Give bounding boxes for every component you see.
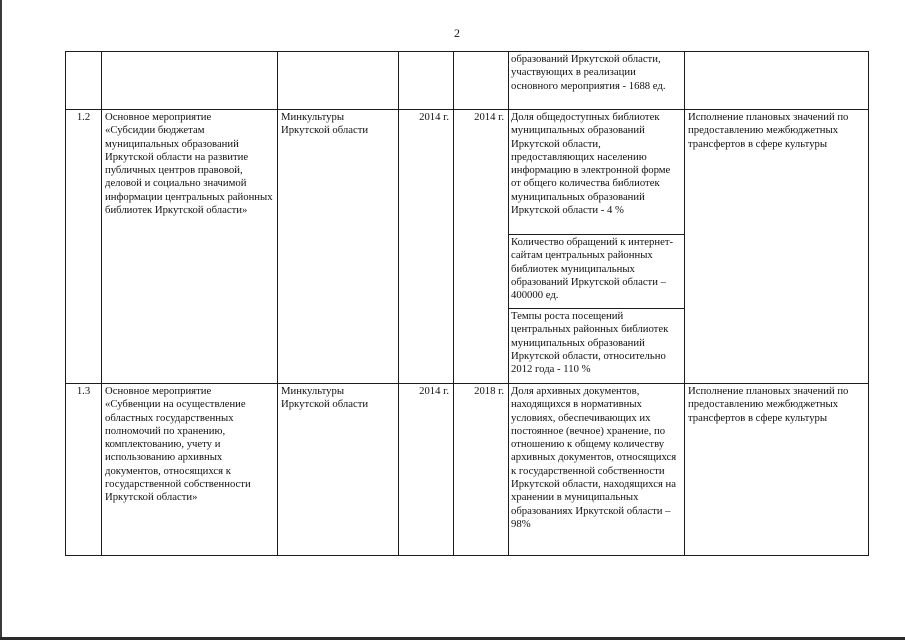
relation-text: Исполнение плановых значений по предоставлению межбюджетных трансфертов в сфере культуры <box>685 110 869 384</box>
indicator-text: Темпы роста посещений центральных районных библиотек муниципальных образований Иркутской области, относительно 2012 года - 110 % <box>509 309 685 384</box>
row-number: 1.2 <box>66 110 102 384</box>
relation-text: Исполнение плановых значений по предоставлению межбюджетных трансфертов в сфере культуры <box>685 384 869 556</box>
indicator-cell: образований Иркутской области, участвующих в реализации основного мероприятия - 1688 ед. <box>509 52 685 110</box>
row-number: 1.3 <box>66 384 102 556</box>
end-year: 2014 г. <box>454 110 509 384</box>
scan-edge-left <box>0 0 2 640</box>
activity-name: Основное мероприятие «Субвенции на осуществление областных государственных полномочий по хранению, комплектованию, учету и использованию архивных документов, относящихся к государственной собственности Иркутской области» <box>102 384 278 556</box>
activity-name: Основное мероприятие «Субсидии бюджетам муниципальных образований Иркутской области на развитие публичных центров правовой, деловой и социально значимой информации центральных районных библиотек Иркутской области» <box>102 110 278 384</box>
table-row <box>66 110 869 235</box>
end-year-cell <box>454 52 509 110</box>
executor-cell <box>278 52 399 110</box>
activity-cell <box>102 52 278 110</box>
table-row <box>66 384 869 556</box>
indicator-text: Доля архивных документов, находящихся в нормативных условиях, обеспечивающих их постоянное (вечное) хранение, по отношению к общему количеству архивных документов, относящихся к государственной собственности Иркутской области, находящихся на хранении в муниципальных образованиях Иркутской области –98% <box>509 384 685 556</box>
start-year-cell <box>399 52 454 110</box>
start-year: 2014 г. <box>399 110 454 384</box>
indicator-text: Доля общедоступных библиотек муниципальных образований Иркутской области, предоставляющих населению информацию в электронной форме от общего количества библиотек муниципальных образований Иркутской области - 4 % <box>509 110 685 235</box>
page-number: 2 <box>454 26 460 40</box>
relation-cell <box>685 52 869 110</box>
num-cell <box>66 52 102 110</box>
end-year: 2018 г. <box>454 384 509 556</box>
executor: Минкультуры Иркутской области <box>278 110 399 384</box>
indicator-text: Количество обращений к интернет-сайтам центральных районных библиотек муниципальных образований Иркутской области – 400000 ед. <box>509 235 685 309</box>
start-year: 2014 г. <box>399 384 454 556</box>
table-row-continuation <box>66 52 869 110</box>
activities-table <box>65 51 869 556</box>
executor: Минкультуры Иркутской области <box>278 384 399 556</box>
